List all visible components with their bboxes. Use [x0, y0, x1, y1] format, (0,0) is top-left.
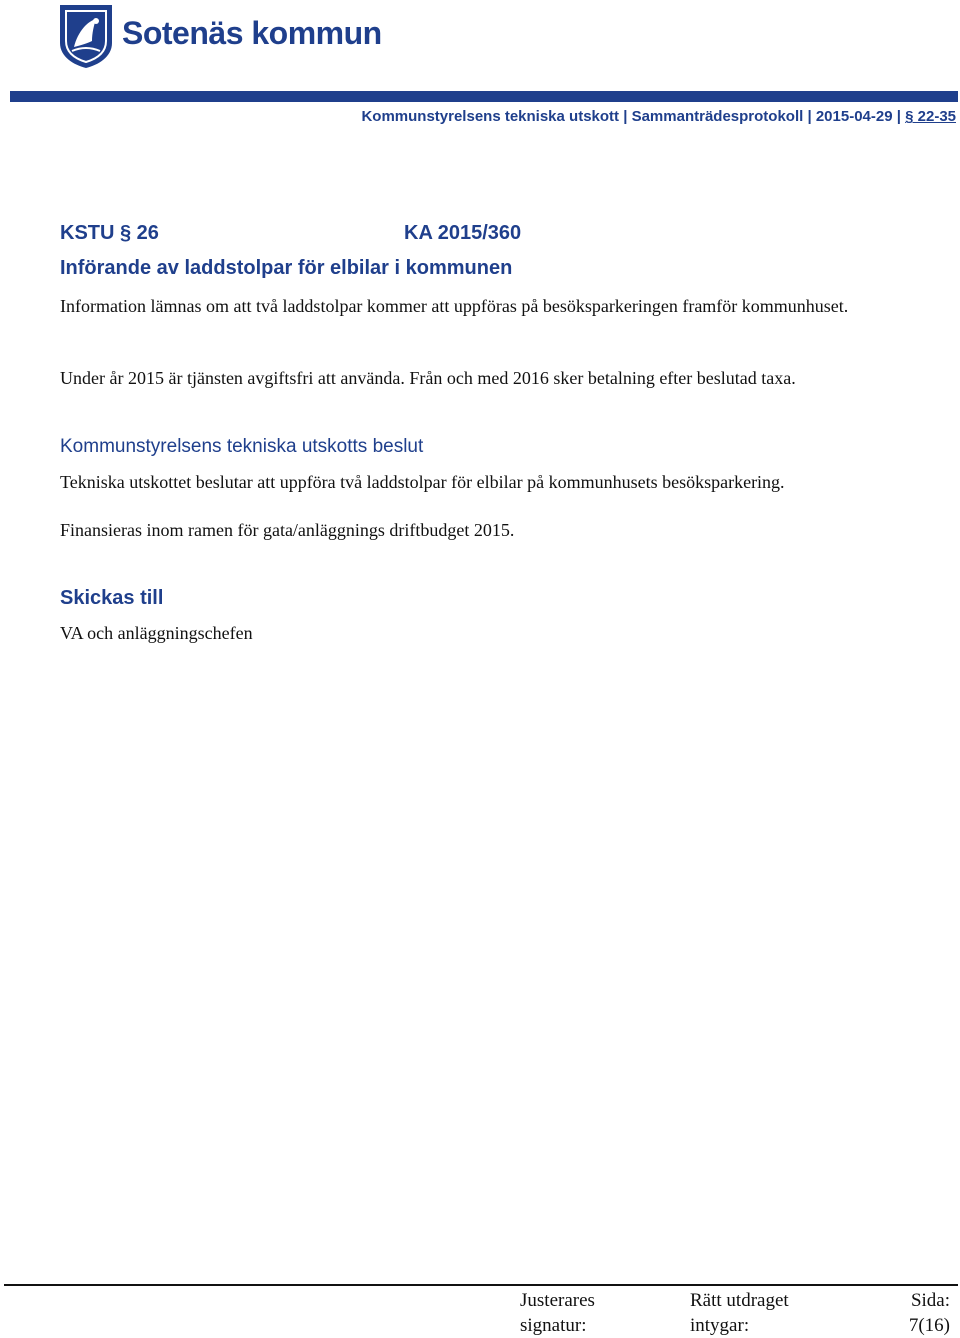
footer-page-label: Sida:: [910, 1290, 950, 1311]
header-bar: [10, 91, 958, 102]
header-committee: Kommunstyrelsens tekniska utskott: [361, 108, 620, 125]
header-date: 2015-04-29: [815, 108, 893, 125]
fee-paragraph: Under år 2015 är tjänsten avgiftsfri att använda. Från och med 2016 sker betalning efter beslutad taxa.: [60, 368, 796, 388]
header-section-range: § 22-35: [905, 108, 956, 125]
header-doc-type: Sammanträdesprotokoll: [631, 108, 804, 125]
logo-text: Sotenäs kommun: [122, 15, 382, 51]
case-id: KSTU § 26: [60, 222, 159, 244]
footer-page: [909, 1288, 950, 1338]
footer-justerares-label: Justerares: [520, 1290, 595, 1311]
footer-ratt-label: Rätt utdraget: [690, 1290, 789, 1311]
decision-text: Tekniska utskottet beslutar att uppföra två laddstolpar för elbilar på kommunhusets besöksparkering.: [60, 472, 785, 492]
header-separator: |: [807, 108, 816, 125]
footer-page-number: 7(16): [908, 1315, 950, 1336]
footer-rule: [4, 1284, 958, 1286]
header-separator: |: [896, 108, 906, 125]
footer-justerares-signature: signatur:: [520, 1315, 587, 1336]
municipality-logo: [58, 3, 382, 69]
protocol-header: [361, 108, 956, 125]
header-separator: |: [623, 108, 632, 125]
send-to-recipient: VA och anläggningschefen: [60, 623, 253, 643]
send-to-heading: Skickas till: [60, 587, 164, 609]
financing-text: Finansieras inom ramen för gata/anläggnings driftbudget 2015.: [60, 520, 515, 540]
case-reference: KA 2015/360: [404, 222, 522, 244]
info-paragraph: Information lämnas om att två laddstolpar kommer att uppföras på besöksparkeringen framför kommunhuset.: [60, 296, 849, 316]
case-title: Införande av laddstolpar för elbilar i kommunen: [60, 257, 513, 279]
footer-ratt-utdraget: [690, 1288, 789, 1338]
decision-heading: Kommunstyrelsens tekniska utskotts beslut: [60, 436, 424, 457]
footer-justerares: [520, 1288, 595, 1338]
coat-of-arms-icon: [58, 3, 114, 69]
footer-ratt-intygar: intygar:: [690, 1315, 750, 1336]
